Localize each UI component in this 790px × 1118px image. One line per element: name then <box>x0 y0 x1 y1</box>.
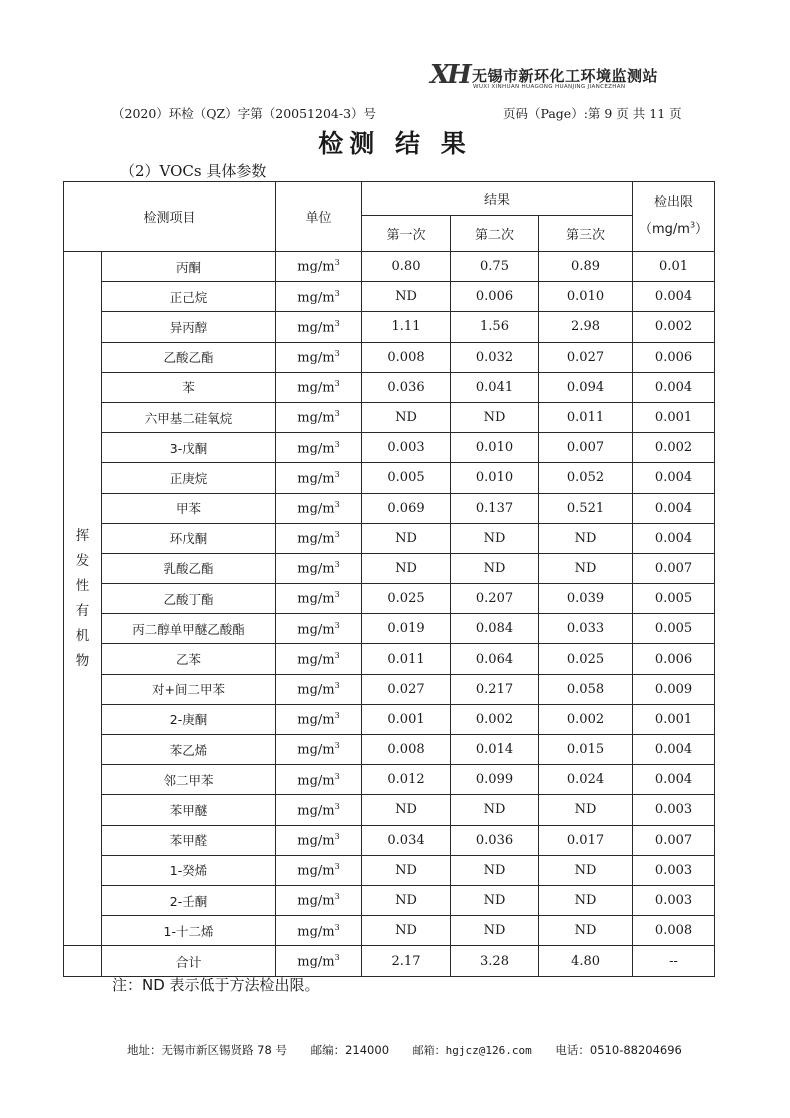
page-footer <box>127 1042 702 1058</box>
table-row <box>64 553 715 583</box>
run-1-value: 0.001 <box>362 704 451 734</box>
item-unit: $mg/m^3$ <box>276 885 362 915</box>
footer-phone: 电话：0510-88204696 <box>555 1043 682 1057</box>
item-unit: $mg/m^3$ <box>276 553 362 583</box>
total-limit: -- <box>633 946 715 977</box>
item-name: 2-庚酮 <box>102 704 276 734</box>
item-name: 苯乙烯 <box>102 735 276 765</box>
run-2-value: 0.75 <box>451 252 539 282</box>
table-row <box>64 825 715 855</box>
item-unit: $mg/m^3$ <box>276 493 362 523</box>
item-unit: $mg/m^3$ <box>276 372 362 402</box>
detection-limit: 0.004 <box>633 282 715 312</box>
footer-address: 地址：无锡市新区锡贤路 78 号 <box>127 1043 287 1057</box>
run-2-value: 0.036 <box>451 825 539 855</box>
table-row <box>64 644 715 674</box>
run-3-value: ND <box>539 916 633 946</box>
table-row <box>64 855 715 885</box>
detection-limit: 0.002 <box>633 312 715 342</box>
category-char: 有 <box>75 602 90 619</box>
detection-limit: 0.004 <box>633 765 715 795</box>
detection-limit: 0.01 <box>633 252 715 282</box>
run-2-value: 0.014 <box>451 735 539 765</box>
item-name: 乳酸乙酯 <box>102 553 276 583</box>
item-name: 3-戊酮 <box>102 433 276 463</box>
header-item: 检测项目 <box>64 182 276 252</box>
category-char: 发 <box>75 552 90 569</box>
run-1-value: ND <box>362 523 451 553</box>
run-1-value: 0.069 <box>362 493 451 523</box>
item-unit: $mg/m^3$ <box>276 433 362 463</box>
detection-limit: 0.006 <box>633 342 715 372</box>
run-3-value: ND <box>539 855 633 885</box>
run-2-value: ND <box>451 402 539 432</box>
detection-limit: 0.003 <box>633 855 715 885</box>
run-3-value: 0.024 <box>539 765 633 795</box>
run-3-value: 0.010 <box>539 282 633 312</box>
org-logo <box>430 62 690 92</box>
item-name: 邻二甲苯 <box>102 765 276 795</box>
table-row <box>64 312 715 342</box>
run-2-value: 1.56 <box>451 312 539 342</box>
run-3-value: 0.002 <box>539 704 633 734</box>
run-3-value: ND <box>539 885 633 915</box>
run-3-value: 0.89 <box>539 252 633 282</box>
run-1-value: 0.005 <box>362 463 451 493</box>
detection-limit: 0.004 <box>633 493 715 523</box>
run-1-value: 0.003 <box>362 433 451 463</box>
run-3-value: 0.011 <box>539 402 633 432</box>
run-2-value: ND <box>451 855 539 885</box>
item-name: 六甲基二硅氧烷 <box>102 402 276 432</box>
item-unit: $mg/m^3$ <box>276 342 362 372</box>
run-1-value: 0.008 <box>362 735 451 765</box>
run-2-value: 0.099 <box>451 765 539 795</box>
table-row <box>64 342 715 372</box>
run-1-value: ND <box>362 795 451 825</box>
run-3-value: 0.015 <box>539 735 633 765</box>
table-row <box>64 493 715 523</box>
item-unit: $mg/m^3$ <box>276 584 362 614</box>
run-2-value: 0.084 <box>451 614 539 644</box>
item-name: 乙苯 <box>102 644 276 674</box>
item-name: 乙酸乙酯 <box>102 342 276 372</box>
run-2-value: 0.207 <box>451 584 539 614</box>
table-row <box>64 885 715 915</box>
run-3-value: 0.521 <box>539 493 633 523</box>
detection-limit: 0.005 <box>633 614 715 644</box>
run-1-value: 0.036 <box>362 372 451 402</box>
run-3-value: ND <box>539 795 633 825</box>
table-row <box>64 704 715 734</box>
run-1-value: 0.008 <box>362 342 451 372</box>
run-2-value: ND <box>451 885 539 915</box>
header-unit: 单位 <box>276 182 362 252</box>
item-name: 甲苯 <box>102 493 276 523</box>
header-limit-label: 检出限 <box>654 195 694 211</box>
run-2-value: ND <box>451 523 539 553</box>
category-cell <box>64 252 102 946</box>
run-1-value: ND <box>362 282 451 312</box>
item-unit: $mg/m^3$ <box>276 704 362 734</box>
total-row <box>64 946 715 977</box>
detection-limit: 0.004 <box>633 735 715 765</box>
table-row <box>64 614 715 644</box>
run-3-value: ND <box>539 523 633 553</box>
table-row <box>64 252 715 282</box>
detection-limit: 0.008 <box>633 916 715 946</box>
table-row <box>64 916 715 946</box>
item-unit: $mg/m^3$ <box>276 855 362 885</box>
section-subtitle: （2）VOCs 具体参数 <box>120 162 267 180</box>
item-unit: $mg/m^3$ <box>276 252 362 282</box>
page-title: 检测 结 果 <box>318 129 472 158</box>
item-name: 乙酸丁酯 <box>102 584 276 614</box>
run-1-value: ND <box>362 855 451 885</box>
total-run-1: 2.17 <box>362 946 451 977</box>
detection-limit: 0.004 <box>633 523 715 553</box>
run-3-value: 2.98 <box>539 312 633 342</box>
item-name: 丙酮 <box>102 252 276 282</box>
item-name: 苯 <box>102 372 276 402</box>
item-unit: $mg/m^3$ <box>276 614 362 644</box>
table-row <box>64 584 715 614</box>
category-char: 挥 <box>75 527 90 544</box>
detection-limit: 0.004 <box>633 463 715 493</box>
run-3-value: 0.027 <box>539 342 633 372</box>
run-1-value: 0.80 <box>362 252 451 282</box>
run-2-value: 0.006 <box>451 282 539 312</box>
item-unit: $mg/m^3$ <box>276 312 362 342</box>
header-limit-unit: $(mg/m^3)$ <box>638 220 709 237</box>
run-3-value: 0.033 <box>539 614 633 644</box>
table-row <box>64 402 715 432</box>
run-1-value: ND <box>362 553 451 583</box>
results-table <box>63 181 715 977</box>
detection-limit: 0.006 <box>633 644 715 674</box>
detection-limit: 0.009 <box>633 674 715 704</box>
page-info: 页码（Page）:第 9 页 共 11 页 <box>503 106 682 121</box>
run-2-value: 0.002 <box>451 704 539 734</box>
total-blank <box>64 946 102 977</box>
item-unit: $mg/m^3$ <box>276 825 362 855</box>
table-row <box>64 282 715 312</box>
item-name: 1-十二烯 <box>102 916 276 946</box>
table-row <box>64 433 715 463</box>
run-2-value: 0.032 <box>451 342 539 372</box>
header-run-2: 第二次 <box>451 216 539 252</box>
header-run-3: 第三次 <box>539 216 633 252</box>
total-run-3: 4.80 <box>539 946 633 977</box>
footer-postcode: 邮编：214000 <box>310 1043 390 1057</box>
footer-email: 邮箱：hgjcz@126.com <box>412 1044 532 1057</box>
run-2-value: ND <box>451 553 539 583</box>
item-name: 正己烷 <box>102 282 276 312</box>
run-1-value: 0.027 <box>362 674 451 704</box>
run-1-value: 0.025 <box>362 584 451 614</box>
item-name: 1-癸烯 <box>102 855 276 885</box>
total-label: 合计 <box>102 946 276 977</box>
run-2-value: 0.041 <box>451 372 539 402</box>
item-unit: $mg/m^3$ <box>276 463 362 493</box>
table-row <box>64 463 715 493</box>
item-name: 2-壬酮 <box>102 885 276 915</box>
item-unit: $mg/m^3$ <box>276 523 362 553</box>
run-3-value: 0.052 <box>539 463 633 493</box>
footnote: 注：ND 表示低于方法检出限。 <box>112 976 320 994</box>
item-unit: $mg/m^3$ <box>276 765 362 795</box>
item-name: 苯甲醛 <box>102 825 276 855</box>
run-2-value: 0.010 <box>451 463 539 493</box>
table-row <box>64 372 715 402</box>
table-row <box>64 795 715 825</box>
item-unit: $mg/m^3$ <box>276 735 362 765</box>
table-row <box>64 523 715 553</box>
run-3-value: 0.007 <box>539 433 633 463</box>
item-name: 对+间二甲苯 <box>102 674 276 704</box>
run-2-value: 0.137 <box>451 493 539 523</box>
table-row <box>64 735 715 765</box>
run-1-value: ND <box>362 402 451 432</box>
org-name-en: WUXI XINHUAN HUAGONG HUANJING JIANCEZHAN <box>473 84 626 90</box>
item-name: 苯甲醚 <box>102 795 276 825</box>
run-1-value: 1.11 <box>362 312 451 342</box>
run-1-value: ND <box>362 885 451 915</box>
item-unit: $mg/m^3$ <box>276 674 362 704</box>
category-char: 机 <box>75 627 90 644</box>
detection-limit: 0.003 <box>633 885 715 915</box>
total-unit: $mg/m^3$ <box>276 946 362 977</box>
logo-mark: XH <box>430 60 469 90</box>
header-run-1: 第一次 <box>362 216 451 252</box>
run-1-value: 0.034 <box>362 825 451 855</box>
run-1-value: 0.019 <box>362 614 451 644</box>
category-char: 物 <box>75 652 90 669</box>
category-char: 性 <box>75 577 90 594</box>
header-limit <box>633 182 715 252</box>
detection-limit: 0.007 <box>633 825 715 855</box>
item-unit: $mg/m^3$ <box>276 402 362 432</box>
item-unit: $mg/m^3$ <box>276 795 362 825</box>
detection-limit: 0.004 <box>633 372 715 402</box>
run-3-value: 0.017 <box>539 825 633 855</box>
org-name: 无锡市新环化工环境监测站 <box>472 67 659 85</box>
run-1-value: 0.012 <box>362 765 451 795</box>
total-run-2: 3.28 <box>451 946 539 977</box>
run-2-value: 0.064 <box>451 644 539 674</box>
item-unit: $mg/m^3$ <box>276 282 362 312</box>
run-2-value: ND <box>451 795 539 825</box>
item-name: 异丙醇 <box>102 312 276 342</box>
table-row <box>64 674 715 704</box>
report-number: （2020）环检（QZ）字第（20051204-3）号 <box>112 106 377 121</box>
table-row <box>64 765 715 795</box>
item-name: 正庚烷 <box>102 463 276 493</box>
detection-limit: 0.003 <box>633 795 715 825</box>
run-1-value: 0.011 <box>362 644 451 674</box>
run-2-value: 0.217 <box>451 674 539 704</box>
item-name: 环戊酮 <box>102 523 276 553</box>
detection-limit: 0.001 <box>633 704 715 734</box>
run-1-value: ND <box>362 916 451 946</box>
run-3-value: ND <box>539 553 633 583</box>
item-unit: $mg/m^3$ <box>276 644 362 674</box>
run-3-value: 0.094 <box>539 372 633 402</box>
detection-limit: 0.007 <box>633 553 715 583</box>
run-2-value: ND <box>451 916 539 946</box>
run-2-value: 0.010 <box>451 433 539 463</box>
detection-limit: 0.002 <box>633 433 715 463</box>
item-name: 丙二醇单甲醚乙酸酯 <box>102 614 276 644</box>
run-3-value: 0.039 <box>539 584 633 614</box>
detection-limit: 0.001 <box>633 402 715 432</box>
run-3-value: 0.025 <box>539 644 633 674</box>
detection-limit: 0.005 <box>633 584 715 614</box>
header-result: 结果 <box>362 182 633 216</box>
item-unit: $mg/m^3$ <box>276 916 362 946</box>
run-3-value: 0.058 <box>539 674 633 704</box>
